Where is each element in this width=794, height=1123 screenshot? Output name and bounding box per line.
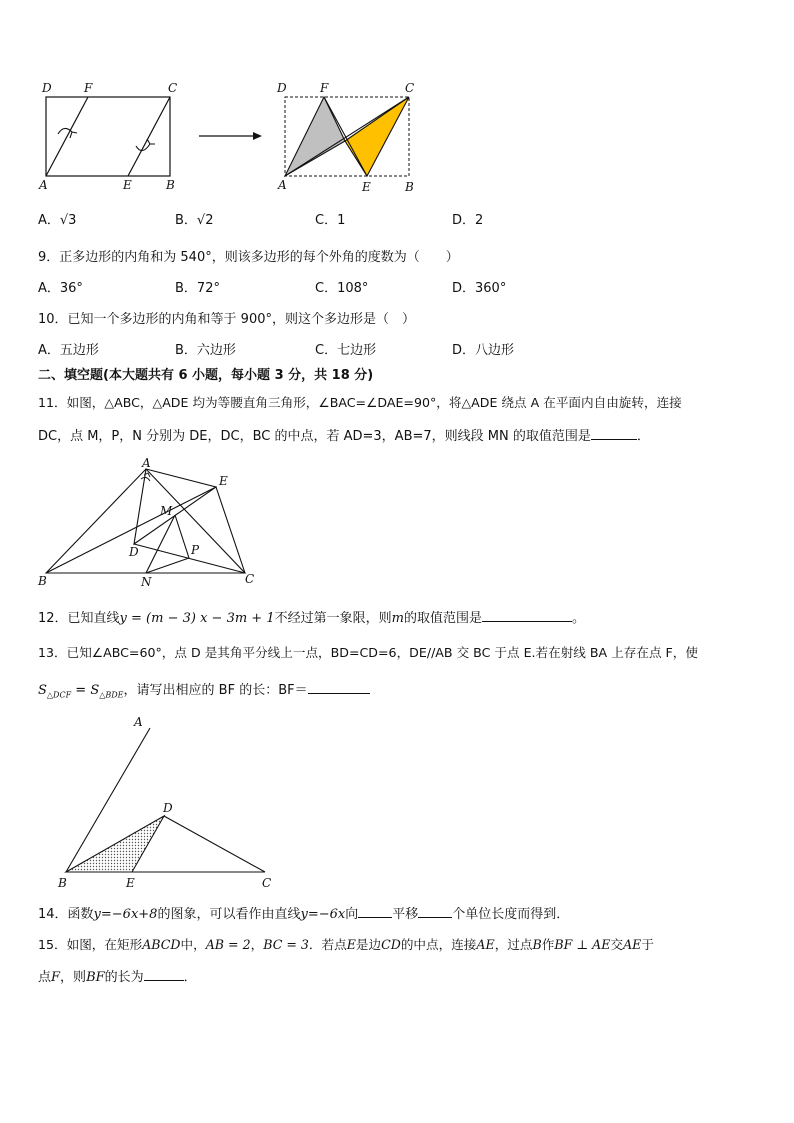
triangle-figure-q11 — [34, 455, 274, 590]
right-angle-mark-icon — [141, 477, 150, 481]
shaded-triangle — [66, 816, 164, 872]
label-c: C — [168, 81, 178, 95]
q12-text: 12．已知直线y = (m − 3) x − 3m + 1不经过第一象限，则m的取值范围是 。 — [38, 608, 585, 628]
q15-line1: 15．如图，在矩形ABCD中，AB = 2，BC = 3．若点E是边CD的中点，连接AE，过点B作BF ⊥ AE交AE于 — [38, 937, 654, 952]
q8-option-c: C．1 — [315, 213, 346, 228]
answer-blank[interactable] — [144, 967, 184, 981]
label-d: D — [129, 545, 139, 559]
label-b2: B — [405, 180, 414, 194]
q9-option-d: D．360° — [452, 281, 507, 296]
fold-line-af — [46, 97, 88, 176]
label-a: A — [134, 715, 143, 729]
label-c: C — [245, 572, 255, 586]
q9-text: 9．正多边形的内角和为 540°，则该多边形的每个外角的度数为（ ） — [38, 250, 459, 265]
fold-line-ec — [128, 97, 170, 176]
label-a2: A — [278, 178, 287, 192]
q9-option-a: A．36° — [38, 281, 83, 296]
q10-option-c: C．七边形 — [315, 343, 377, 358]
q8-option-d: D．2 — [452, 213, 484, 228]
q14-text: 14．函数y=−6x+8的图象，可以看作由直线y=−6x向 平移 个单位长度而得到． — [38, 904, 569, 924]
q15-line2: 点F，则BF的长为 ． — [38, 967, 197, 987]
q10-text: 10．已知一个多边形的内角和等于 900°，则这个多边形是（ ） — [38, 312, 415, 327]
label-c2: C — [405, 81, 415, 95]
q11-line2: DC，点 M，P，N 分别为 DE，DC，BC 的中点，若 AD=3，AB=7，则线段 MN 的取值范围是 ． — [38, 426, 650, 446]
q10-option-b: B．六边形 — [175, 343, 236, 358]
label-b: B — [166, 178, 175, 192]
q12-expression: y = (m − 3) x − 3m + 1 — [119, 611, 275, 626]
label-e: E — [219, 474, 228, 488]
q10-option-a: A．五边形 — [38, 343, 99, 358]
label-b: B — [58, 876, 67, 890]
label-b: B — [38, 574, 47, 588]
angle-figure-q13 — [50, 712, 290, 892]
label-d2: D — [277, 81, 287, 95]
label-e: E — [126, 876, 135, 890]
fold-figure — [34, 78, 424, 198]
q9-option-c: C．108° — [315, 281, 369, 296]
label-p: P — [191, 543, 200, 557]
label-d: D — [42, 81, 52, 95]
section-heading: 二、填空题(本大题共有 6 小题，每小题 3 分，共 18 分) — [38, 368, 374, 383]
answer-blank[interactable] — [418, 904, 452, 918]
answer-blank[interactable] — [482, 608, 572, 622]
label-n: N — [141, 575, 152, 589]
fold-arrow-icon — [136, 139, 155, 151]
q11-line1: 11．如图，△ABC，△ADE 均为等腰直角三角形，∠BAC=∠DAE=90°，将△ADE 绕点 A 在平面内自由旋转，连接 — [38, 395, 682, 410]
label-e: E — [123, 178, 132, 192]
label-e2: E — [362, 180, 371, 194]
label-d: D — [163, 801, 173, 815]
q8-option-a: A．√3 — [38, 213, 77, 228]
label-c: C — [262, 876, 272, 890]
arrow-head-icon — [253, 132, 262, 140]
label-f: F — [84, 81, 93, 95]
left-rectangle — [46, 97, 170, 176]
label-m: M — [160, 504, 173, 518]
q8-option-b: B．√2 — [175, 213, 214, 228]
label-f2: F — [320, 81, 329, 95]
answer-blank[interactable] — [358, 904, 392, 918]
answer-blank[interactable] — [308, 680, 370, 694]
label-a: A — [142, 456, 151, 470]
answer-blank[interactable] — [591, 426, 637, 440]
q13-line1: 13．已知∠ABC=60°，点 D 是其角平分线上一点，BD=CD=6，DE//AB 交 BC 于点 E.若在射线 BA 上存在点 F，使 — [38, 645, 698, 660]
yellow-triangle — [345, 97, 409, 176]
label-a: A — [39, 178, 48, 192]
q9-option-b: B．72° — [175, 281, 220, 296]
gray-triangle — [285, 97, 345, 176]
q13-line2: $S_{\triangle DCF} = S_{\triangle BDE}$，请写出相应的 BF 的长：BF＝ — [38, 680, 370, 705]
q10-option-d: D．八边形 — [452, 343, 515, 358]
